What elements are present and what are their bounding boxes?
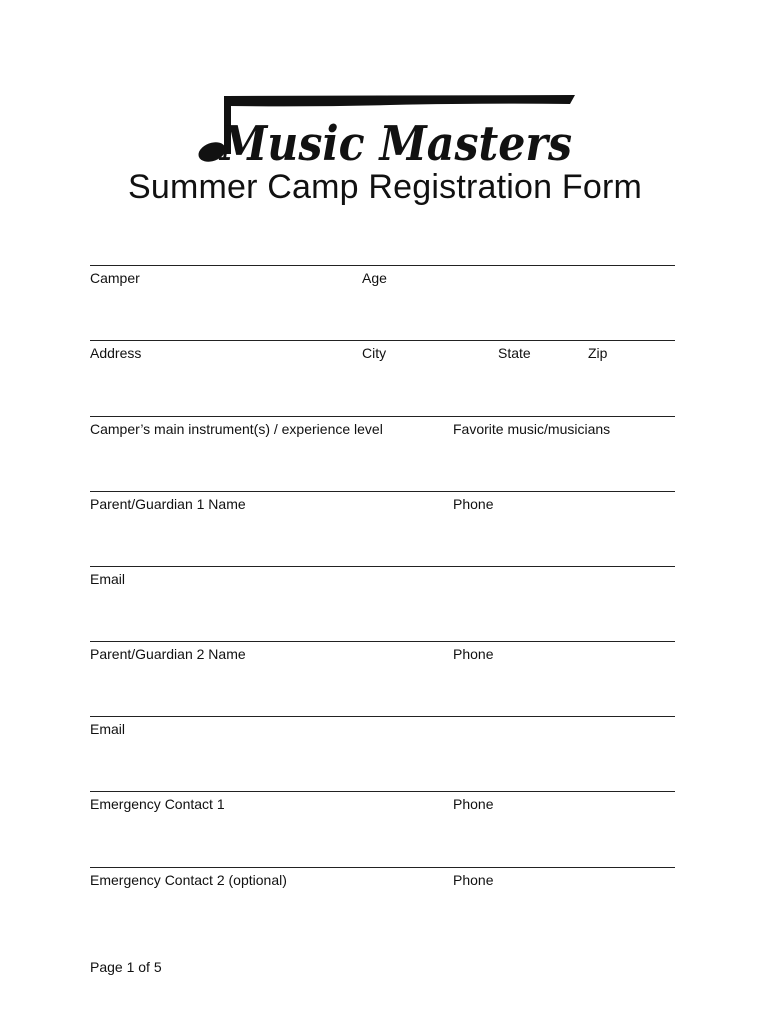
fill-line-address[interactable] bbox=[90, 340, 675, 341]
zip-label: Zip bbox=[588, 345, 608, 361]
form-title: Summer Camp Registration Form bbox=[127, 168, 643, 206]
parent2-name-label: Parent/Guardian 2 Name bbox=[90, 646, 246, 662]
emergency2-phone-label: Phone bbox=[453, 872, 494, 888]
page-number: Page 1 of 5 bbox=[90, 959, 162, 975]
parent2-email-label: Email bbox=[90, 721, 126, 737]
music-masters-logo bbox=[190, 92, 580, 166]
favorite-music-label: Favorite music/musicians bbox=[453, 421, 611, 437]
fill-line-parent2-email[interactable] bbox=[90, 716, 675, 717]
parent2-phone-label: Phone bbox=[453, 646, 494, 662]
fill-line-emergency2[interactable] bbox=[90, 867, 675, 868]
parent1-email-label: Email bbox=[90, 571, 126, 587]
fill-line-emergency1[interactable] bbox=[90, 791, 675, 792]
logo-wordmark: Music Masters bbox=[218, 116, 573, 166]
fill-line-instrument[interactable] bbox=[90, 416, 675, 417]
fill-line-parent2[interactable] bbox=[90, 641, 675, 642]
city-label: City bbox=[362, 345, 387, 361]
fill-line-parent1[interactable] bbox=[90, 491, 675, 492]
parent1-name-label: Parent/Guardian 1 Name bbox=[90, 496, 246, 512]
fill-line-camper[interactable] bbox=[90, 265, 675, 266]
parent1-phone-label: Phone bbox=[453, 496, 494, 512]
age-label: Age bbox=[362, 270, 387, 286]
instrument-label: Camper’s main instrument(s) / experience level bbox=[90, 421, 383, 437]
address-label: Address bbox=[90, 345, 142, 361]
fill-line-parent1-email[interactable] bbox=[90, 566, 675, 567]
emergency1-label: Emergency Contact 1 bbox=[90, 796, 225, 812]
camper-label: Camper bbox=[90, 270, 140, 286]
state-label: State bbox=[498, 345, 531, 361]
logo-swoosh bbox=[228, 95, 575, 106]
emergency2-label: Emergency Contact 2 (optional) bbox=[90, 872, 287, 888]
emergency1-phone-label: Phone bbox=[453, 796, 494, 812]
